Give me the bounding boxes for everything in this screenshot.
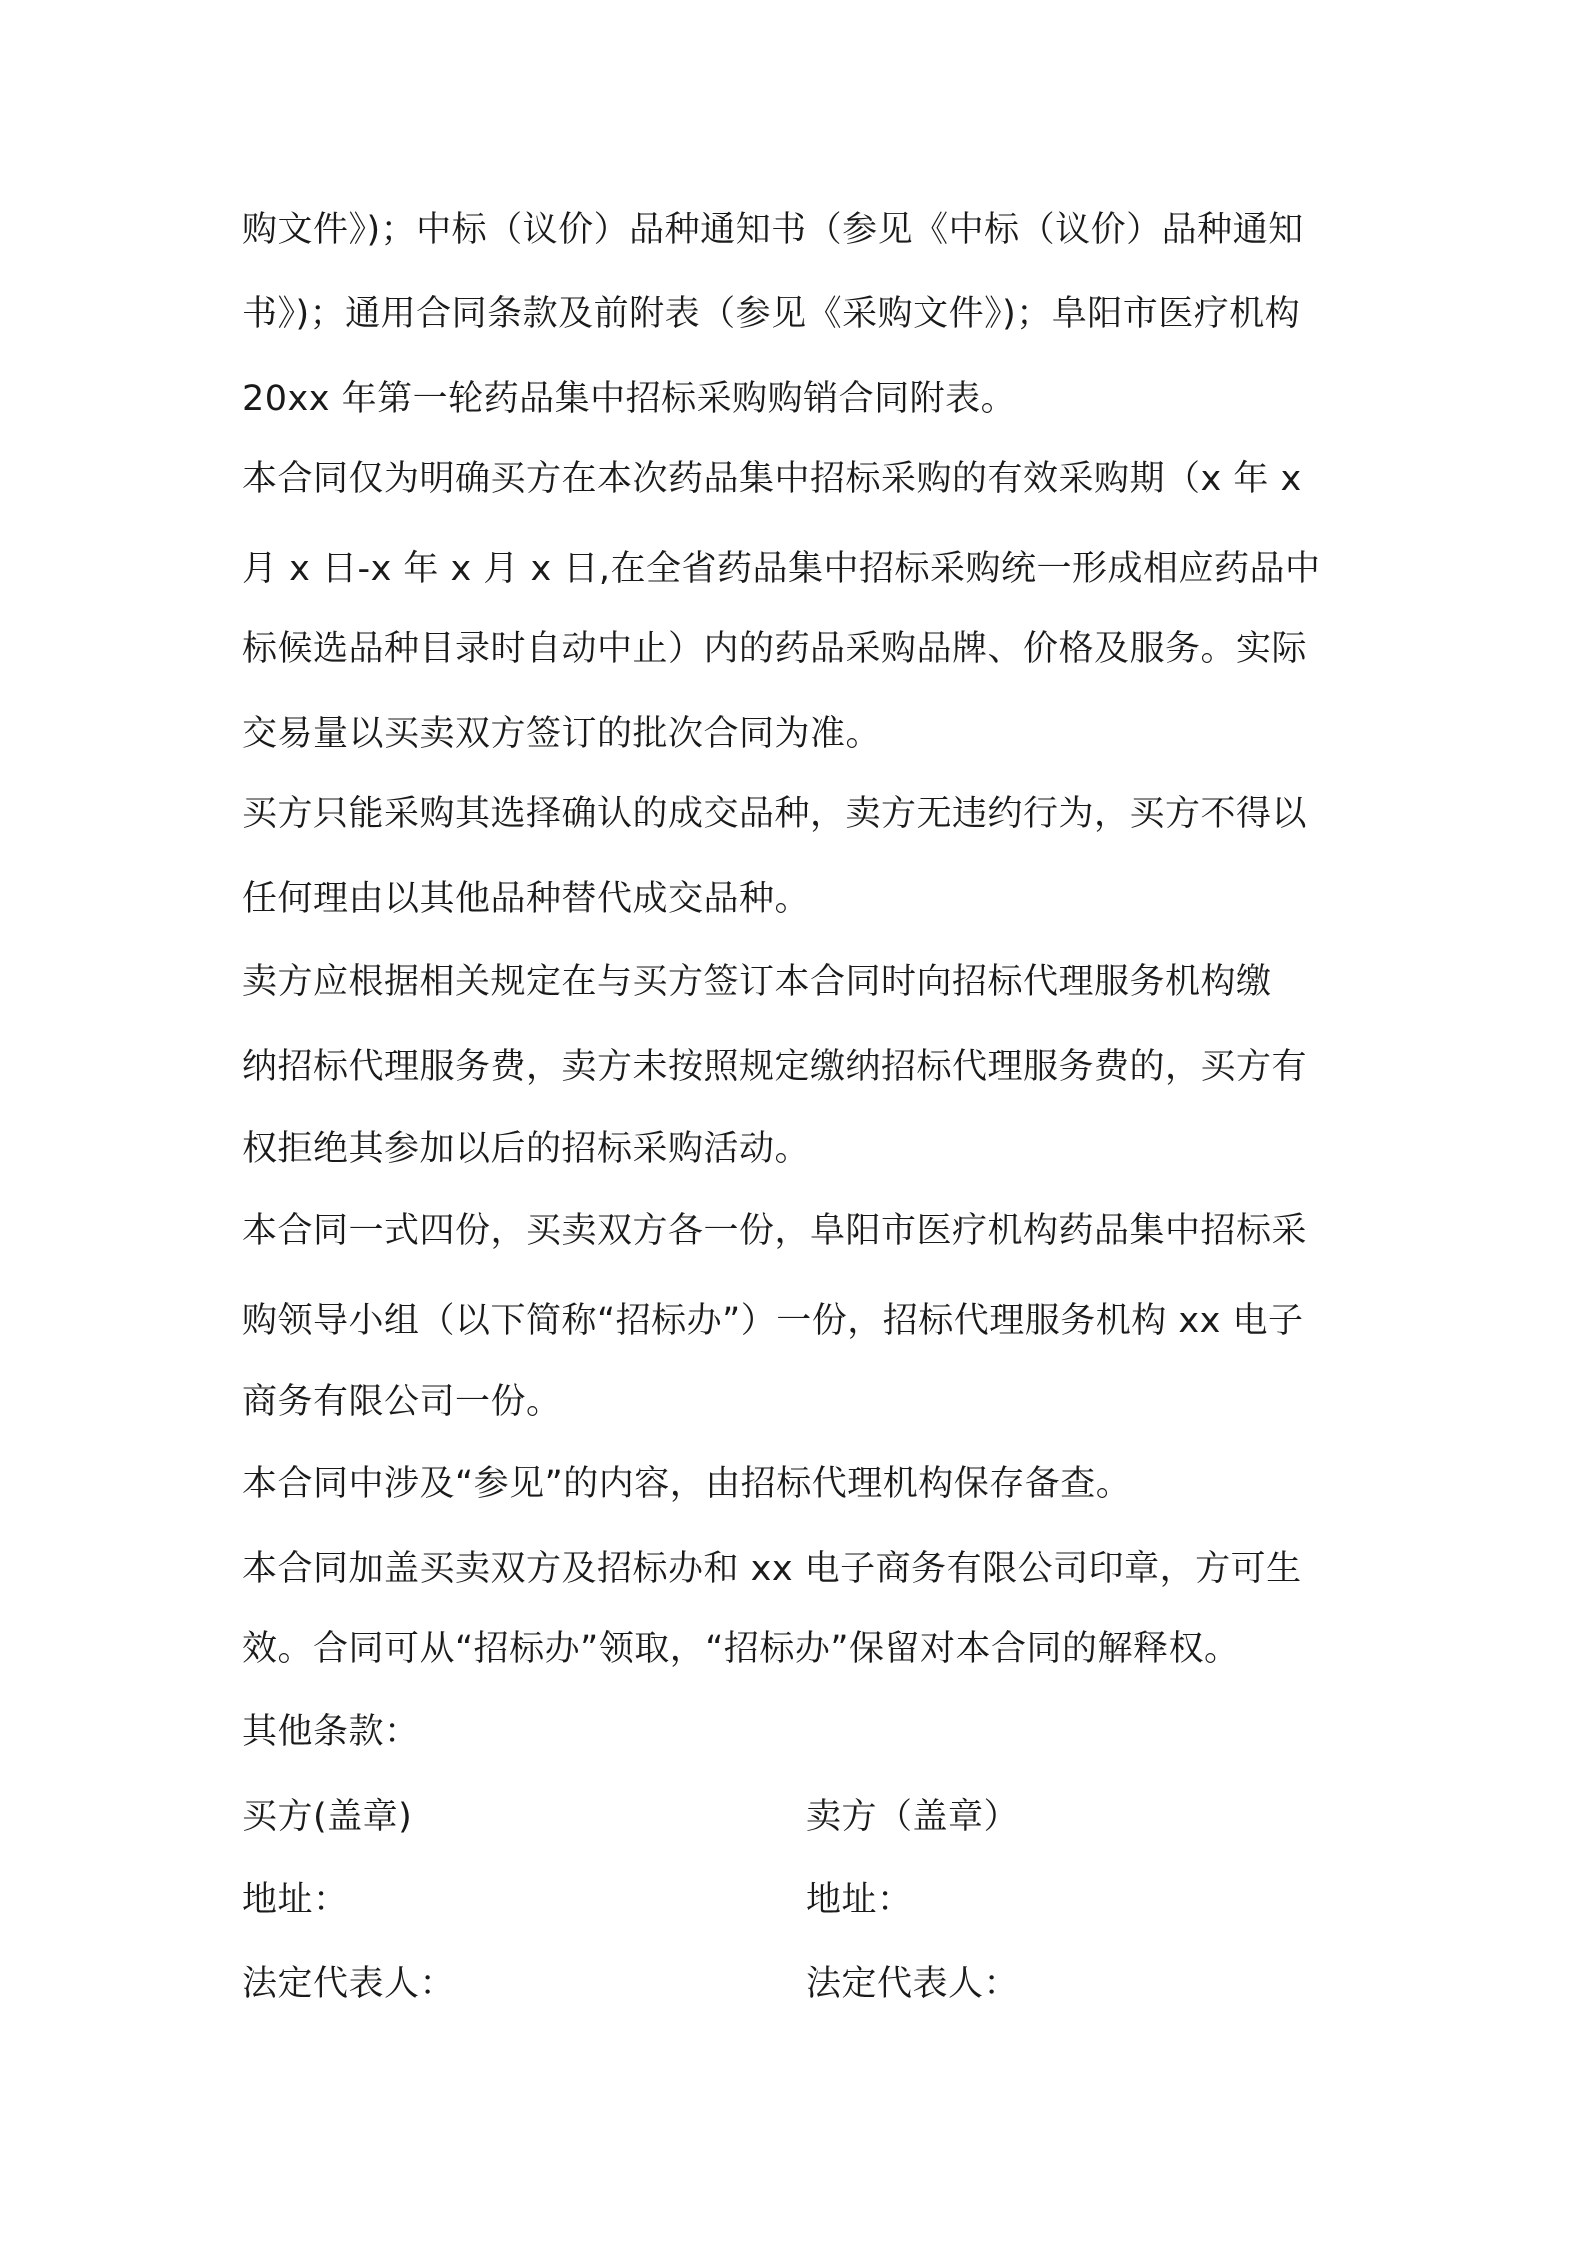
text-line: 本合同中涉及“参见”的内容，由招标代理机构保存备查。: [242, 1464, 1132, 1504]
text-line: 书》)；通用合同条款及前附表（参见《采购文件》)；阜阳市医疗机构: [242, 294, 1301, 334]
text-line: 权拒绝其参加以后的招标采购活动。: [242, 1129, 811, 1169]
text-line: 购领导小组（以下简称“招标办”）一份，招标代理服务机构 xx 电子: [242, 1301, 1304, 1341]
text-line: 本合同加盖买卖双方及招标办和 xx 电子商务有限公司印章，方可生: [242, 1549, 1302, 1589]
text-line: 本合同一式四份，买卖双方各一份，阜阳市医疗机构药品集中招标采: [242, 1211, 1308, 1251]
text-line: 纳招标代理服务费，卖方未按照规定缴纳招标代理服务费的，买方有: [242, 1047, 1308, 1087]
buyer-address-label: 地址：: [242, 1880, 349, 1920]
text-line: 买方只能采购其选择确认的成交品种，卖方无违约行为，买方不得以: [242, 794, 1308, 834]
buyer-seal-label: 买方(盖章): [242, 1797, 413, 1837]
text-line: 标候选品种目录时自动中止）内的药品采购品牌、价格及服务。实际: [242, 629, 1308, 669]
seller-seal-label: 卖方（盖章）: [806, 1797, 1020, 1837]
text-line: 本合同仅为明确买方在本次药品集中招标采购的有效采购期（x 年 x: [242, 459, 1302, 499]
seller-representative-label: 法定代表人：: [806, 1964, 1020, 2004]
seller-address-label: 地址：: [806, 1880, 913, 1920]
text-line: 其他条款：: [242, 1712, 420, 1752]
text-line: 任何理由以其他品种替代成交品种。: [242, 879, 811, 919]
text-line: 商务有限公司一份。: [242, 1382, 562, 1422]
text-line: 交易量以买卖双方签订的批次合同为准。: [242, 714, 882, 754]
text-line: 月 x 日-x 年 x 月 x 日,在全省药品集中招标采购统一形成相应药品中: [242, 549, 1321, 589]
text-line: 20xx 年第一轮药品集中招标采购购销合同附表。: [242, 379, 1017, 419]
text-line: 购文件》)；中标（议价）品种通知书（参见《中标（议价）品种通知: [242, 210, 1304, 250]
text-line: 效。合同可从“招标办”领取，“招标办”保留对本合同的解释权。: [242, 1629, 1240, 1669]
buyer-representative-label: 法定代表人：: [242, 1964, 456, 2004]
text-line: 卖方应根据相关规定在与买方签订本合同时向招标代理服务机构缴: [242, 962, 1272, 1002]
